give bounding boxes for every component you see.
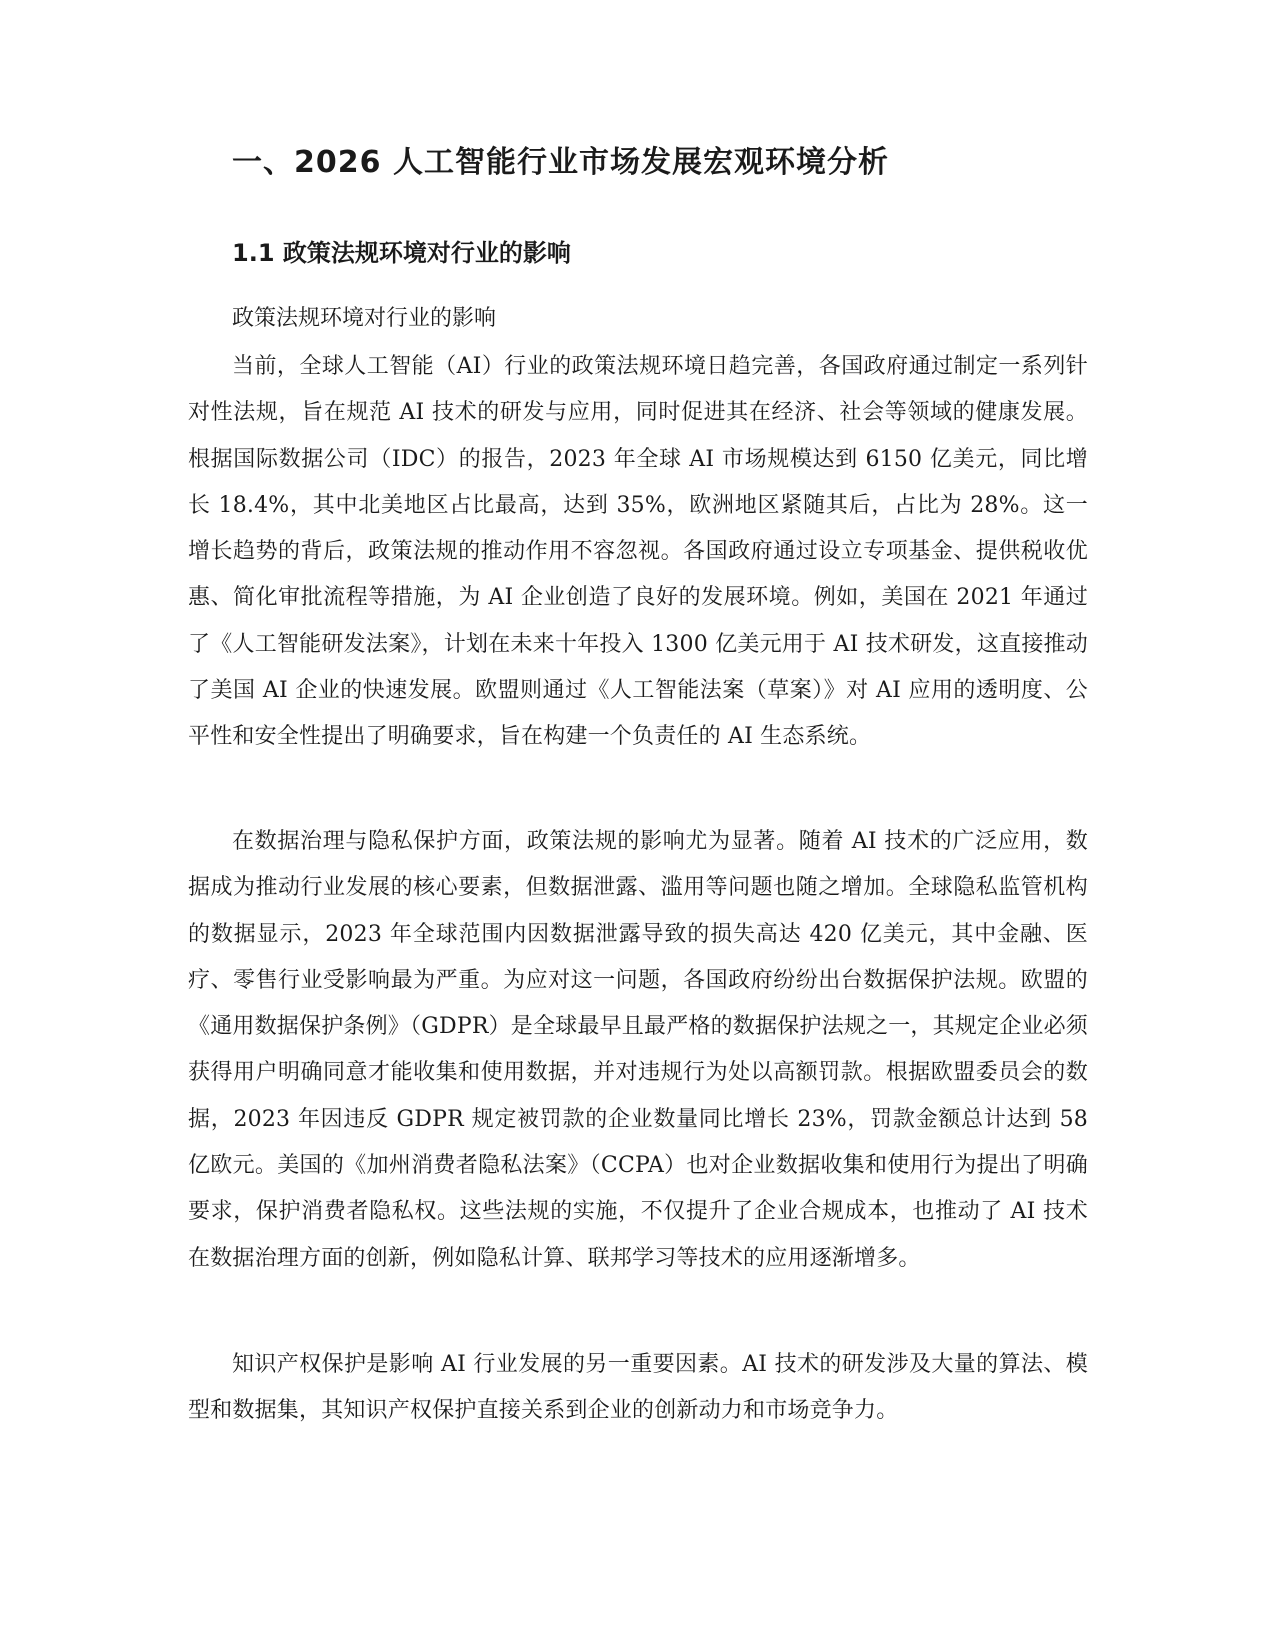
section-subtitle: 政策法规环境对行业的影响 bbox=[232, 306, 497, 331]
section-heading: 1.1 政策法规环境对行业的影响 bbox=[232, 239, 571, 267]
chapter-heading: 一、2026 人工智能行业市场发展宏观环境分析 bbox=[232, 145, 889, 180]
body-paragraph: 在数据治理与隐私保护方面，政策法规的影响尤为显著。随着 AI 技术的广泛应用，数据成为推动行业发展的核心要素，但数据泄露、滥用等问题也随之增加。全球隐私监管机构的数据显示，2023 年全球范围内因数据泄露导致的损失高达 420 亿美元，其中金融、医疗、零售行业受影响最为严重。为应对这一问题，各国政府纷纷出台数据保护法规。欧盟的《通用数据保护条例》（GDPR）是全球最早且最严格的数据保护法规之一，其规定企业必须获得用户明确同意才能收集和使用数据，并对违规行为处以高额罚款。根据欧盟委员会的数据，2023 年因违反 GDPR 规定被罚款的企业数量同比增长 23%，罚款金额总计达到 58 亿欧元。美国的《加州消费者隐私法案》（CCPA）也对企业数据收集和使用行为提出了明确要求，保护消费者隐私权。这些法规的实施，不仅提升了企业合规成本，也推动了 AI 技术在数据治理方面的创新，例如隐私计算、联邦学习等技术的应用逐渐增多。 bbox=[188, 829, 1088, 1271]
body-paragraph: 知识产权保护是影响 AI 行业发展的另一重要因素。AI 技术的研发涉及大量的算法、模型和数据集，其知识产权保护直接关系到企业的创新动力和市场竞争力。 bbox=[188, 1352, 1088, 1424]
body-paragraph: 当前，全球人工智能（AI）行业的政策法规环境日趋完善，各国政府通过制定一系列针对性法规，旨在规范 AI 技术的研发与应用，同时促进其在经济、社会等领域的健康发展。根据国际数据公司（IDC）的报告，2023 年全球 AI 市场规模达到 6150 亿美元，同比增长 18.4%，其中北美地区占比最高，达到 35%，欧洲地区紧随其后，占比为 28%。这一增长趋势的背后，政策法规的推动作用不容忽视。各国政府通过设立专项基金、提供税收优惠、简化审批流程等措施，为 AI 企业创造了良好的发展环境。例如，美国在 2021 年通过了《人工智能研发法案》，计划在未来十年投入 1300 亿美元用于 AI 技术研发，这直接推动了美国 AI 企业的快速发展。欧盟则通过《人工智能法案（草案）》对 AI 应用的透明度、公平性和安全性提出了明确要求，旨在构建一个负责任的 AI 生态系统。 bbox=[188, 354, 1088, 750]
